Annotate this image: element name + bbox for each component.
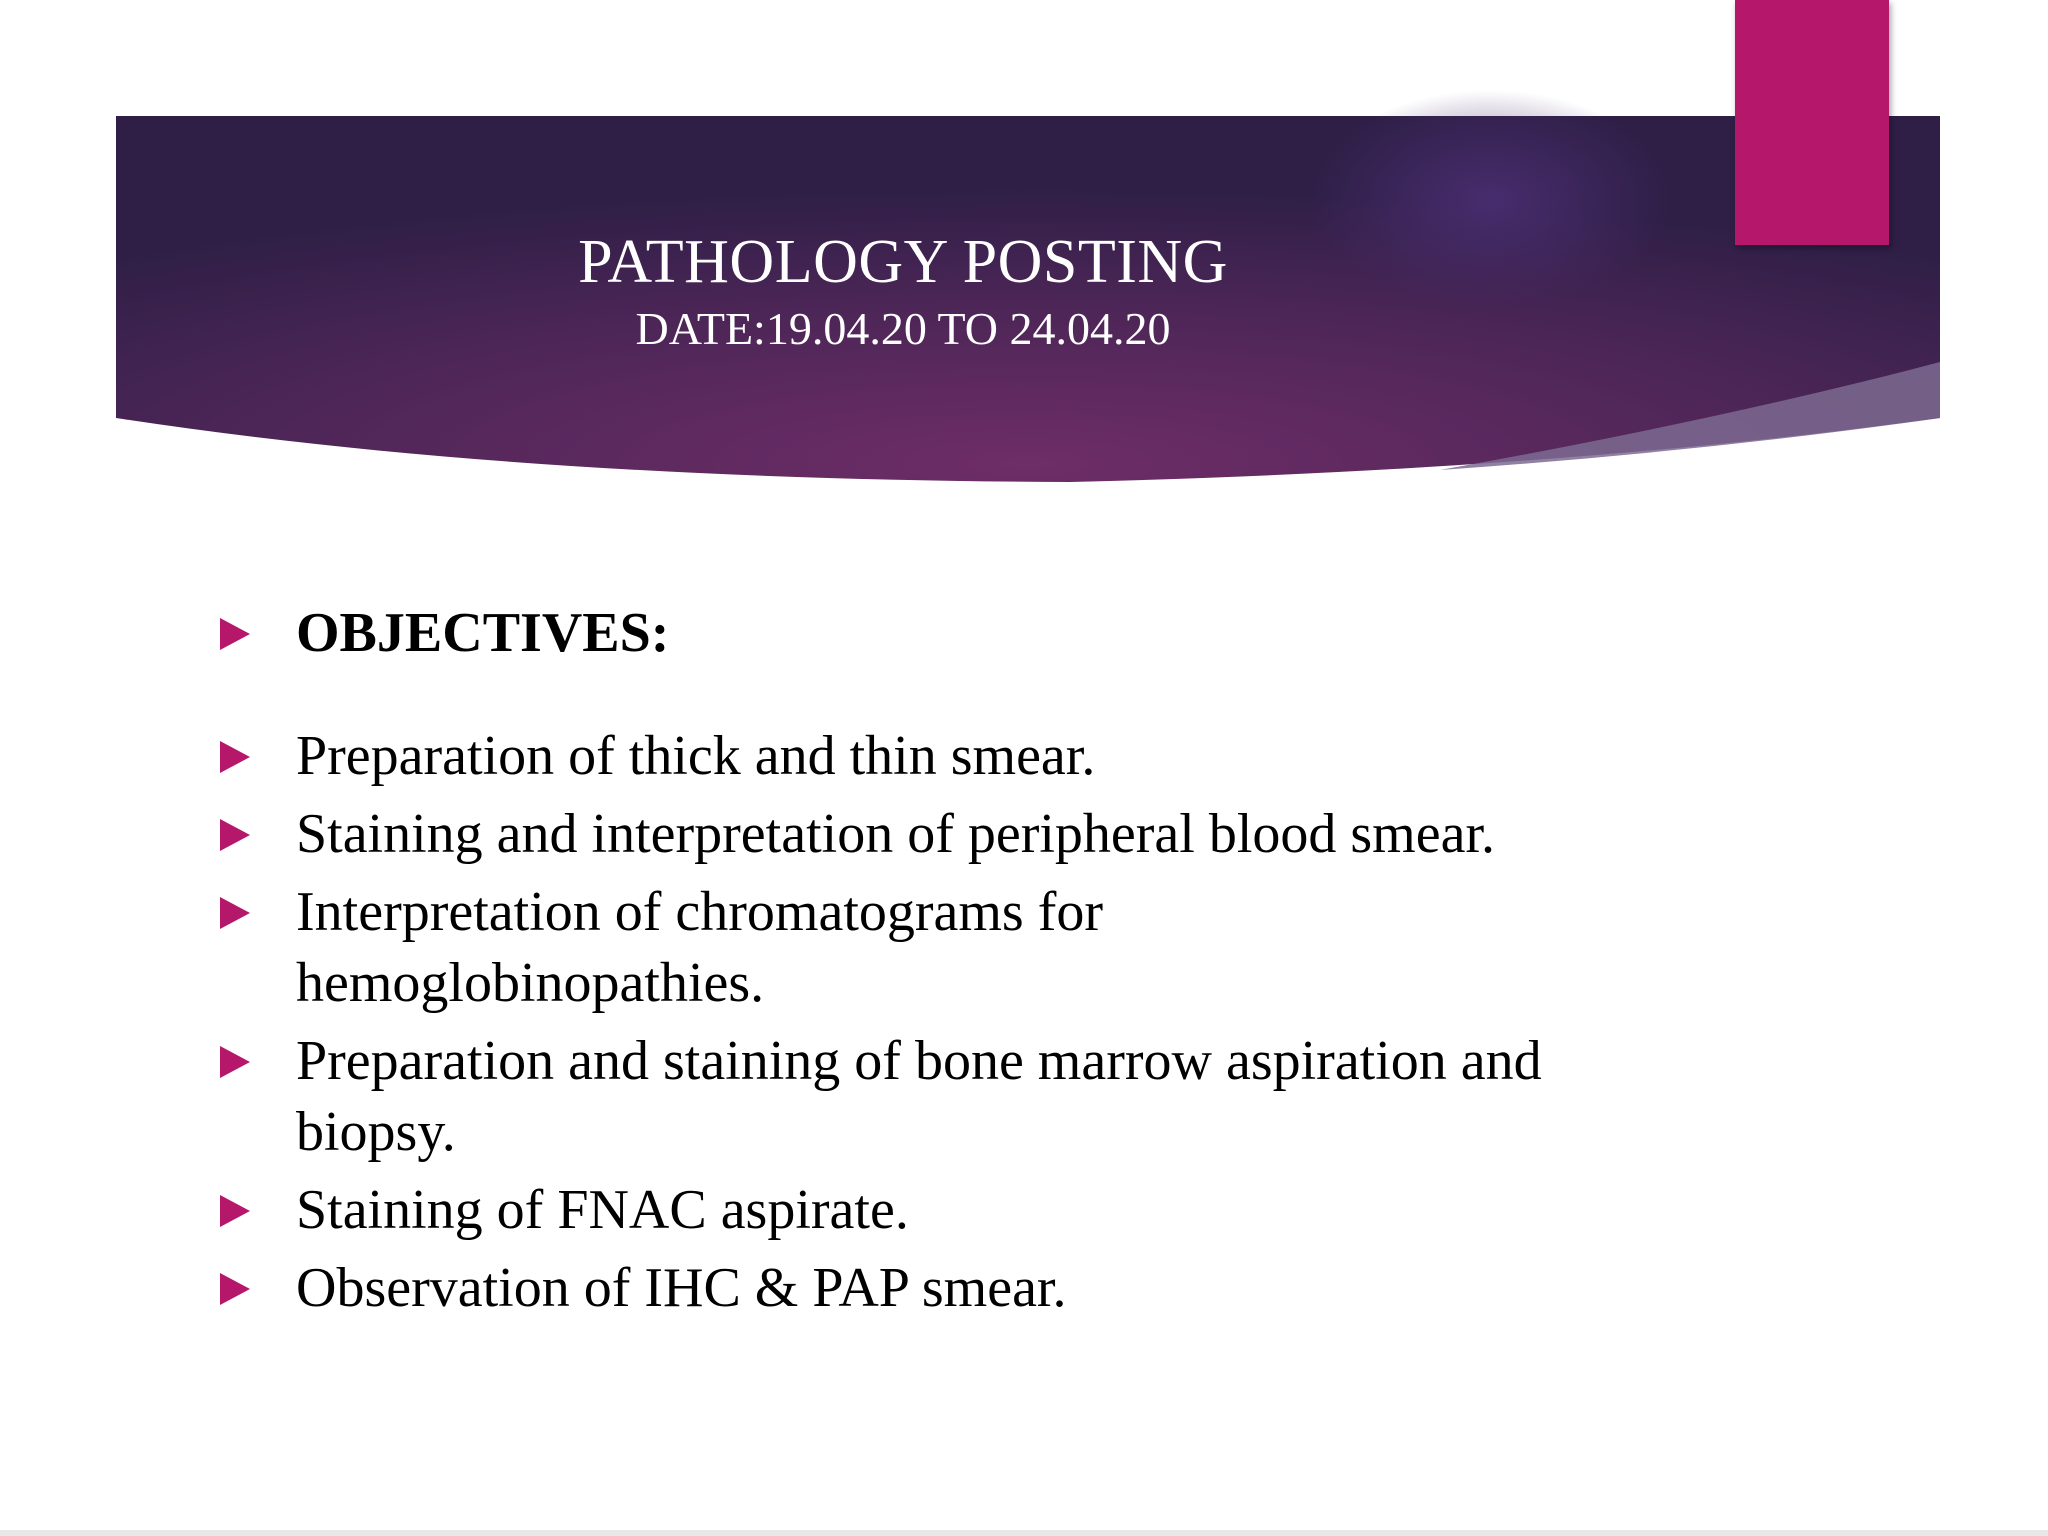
list-item-text: Staining and interpretation of peripheral blood smear. [296,803,1495,865]
triangle-right-icon [220,897,250,929]
list-item [212,1253,1632,1324]
bottom-divider [0,1530,2048,1536]
triangle-right-icon [220,1195,250,1227]
slide-subtitle: DATE:19.04.20 TO 24.04.20 [635,303,1171,354]
list-item [212,721,1632,792]
objectives-heading [212,598,1632,669]
triangle-right-icon [220,618,250,650]
list-item [212,877,1632,1019]
objectives-list [212,598,1632,1324]
heading-text: OBJECTIVES: [296,602,670,664]
triangle-right-icon [220,1273,250,1305]
triangle-right-icon [220,741,250,773]
list-item-text: Preparation of thick and thin smear. [296,725,1096,787]
slide-title: PATHOLOGY POSTING [578,228,1228,296]
list-item-text: Staining of FNAC aspirate. [296,1179,909,1241]
list-item-text: Interpretation of chromatograms for hemoglobinopathies. [296,881,1104,1014]
accent-tab [1735,0,1889,245]
list-item-text: Observation of IHC & PAP smear. [296,1257,1067,1319]
list-item [212,1026,1632,1168]
list-item [212,799,1632,870]
triangle-right-icon [220,819,250,851]
triangle-right-icon [220,1046,250,1078]
list-item [212,1175,1632,1246]
list-item-text: Preparation and staining of bone marrow aspiration and biopsy. [296,1030,1542,1163]
